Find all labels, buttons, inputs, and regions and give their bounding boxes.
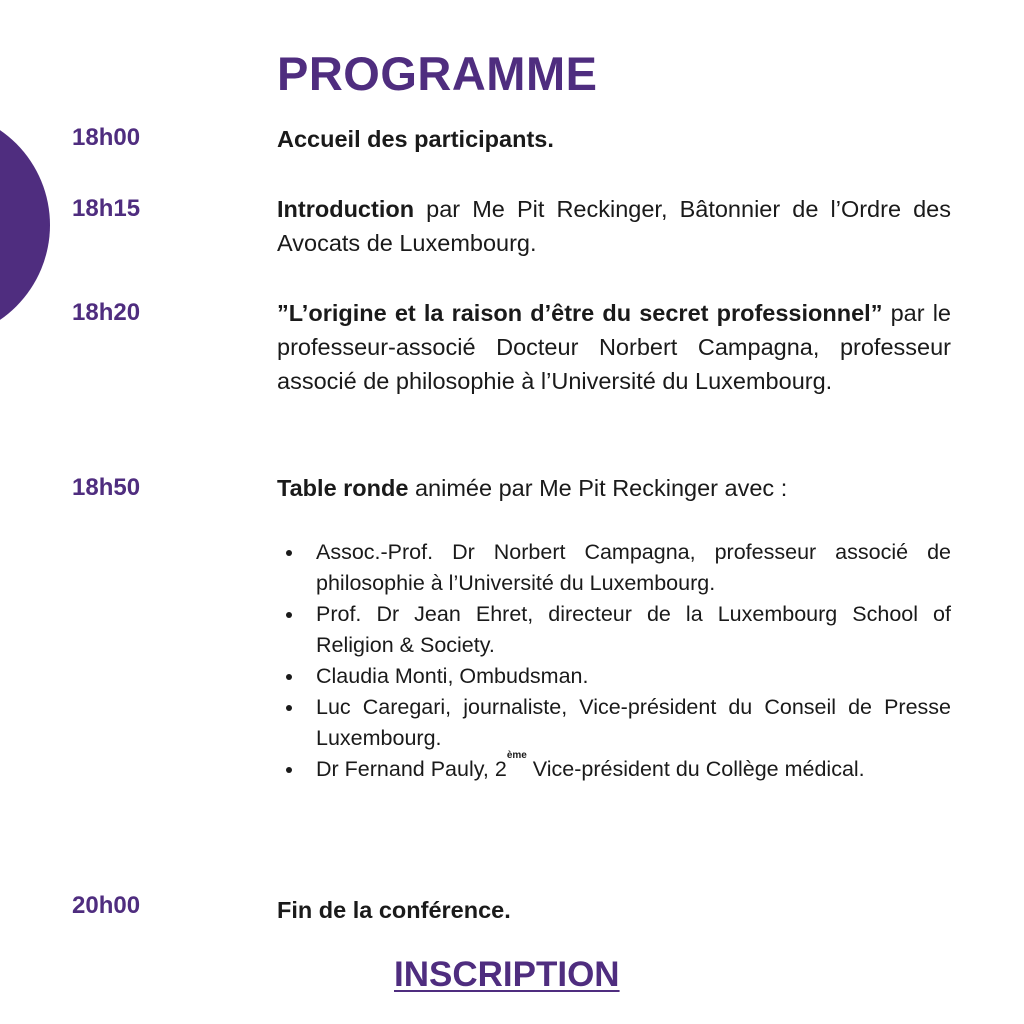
- schedule-entry: [277, 192, 951, 260]
- panelist-list: [277, 537, 951, 785]
- entry-bold-text: ”L’origine et la raison d’être du secret professionnel”: [277, 300, 883, 326]
- entry-text: animée par Me Pit Reckinger avec :: [408, 475, 788, 501]
- list-item: Prof. Dr Jean Ehret, directeur de la Luxembourg School of Religion & Society.: [277, 599, 951, 661]
- schedule-entry: [277, 296, 951, 398]
- entry-bold-text: Table ronde: [277, 475, 409, 501]
- list-item: Claudia Monti, Ombudsman.: [277, 661, 951, 692]
- list-item: Assoc.-Prof. Dr Norbert Campagna, professeur associé de philosophie à l’Université du Luxembourg.: [277, 537, 951, 599]
- time-label: 18h00: [72, 124, 141, 151]
- decorative-circle: [0, 110, 50, 340]
- schedule-entry: [277, 893, 951, 927]
- entry-bold-text: Accueil des participants.: [277, 126, 554, 152]
- entry-bold-text: Fin de la conférence.: [277, 897, 511, 923]
- entry-text: par le professeur-associé Docteur Norbert Campagna, professeur associé de philosophie à l’Université du Luxembourg.: [277, 300, 951, 394]
- ordinal-superscript: ème: [506, 750, 527, 761]
- time-label: 18h50: [72, 474, 141, 501]
- schedule-entry: [277, 471, 951, 505]
- list-item: Luc Caregari, journaliste, Vice-président du Conseil de Presse Luxembourg.: [277, 692, 951, 754]
- inscription-link[interactable]: INSCRIPTION: [394, 955, 620, 994]
- entry-bold-text: Introduction: [277, 196, 415, 222]
- time-label: 18h15: [72, 195, 141, 222]
- schedule-entry: [277, 122, 951, 156]
- list-item: [277, 750, 951, 785]
- page-title: PROGRAMME: [277, 47, 598, 100]
- time-label: 20h00: [72, 892, 141, 919]
- time-label: 18h20: [72, 299, 141, 326]
- panelist-text: Dr Fernand Pauly, 2: [316, 757, 507, 781]
- panelist-text: Vice-président du Collège médical.: [526, 757, 865, 781]
- entry-text: par Me Pit Reckinger, Bâtonnier de l’Ordre des Avocats de Luxembourg.: [277, 196, 951, 256]
